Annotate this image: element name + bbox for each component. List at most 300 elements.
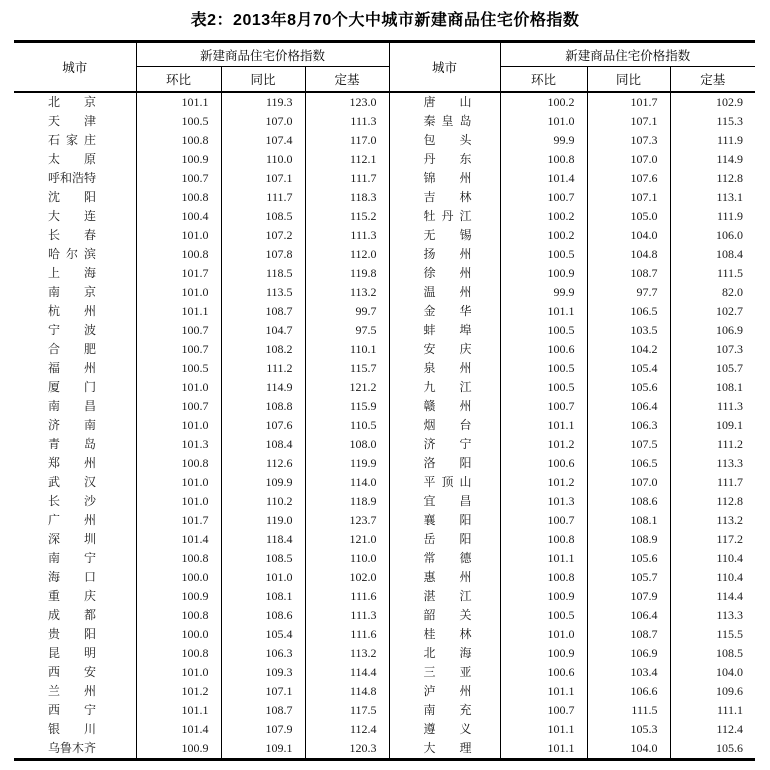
- city-name-label: 南昌: [48, 398, 96, 413]
- price-index-group-header-left: 新建商品住宅价格指数: [136, 42, 389, 67]
- city-name-label: 襄阳: [423, 512, 472, 527]
- city-name-right: [389, 226, 500, 245]
- city-name-label: 常德: [423, 550, 472, 565]
- city-name-label: 海口: [48, 569, 96, 584]
- base-value-right: 108.5: [670, 644, 755, 663]
- city-name-label: 韶关: [423, 607, 472, 622]
- city-name-right: [389, 606, 500, 625]
- city-name-label: 武汉: [48, 474, 96, 489]
- mom-value-left: 100.0: [136, 568, 221, 587]
- city-column-header-left: 城市: [14, 42, 136, 92]
- city-name-right: [389, 454, 500, 473]
- mom-value-right: 100.5: [500, 245, 587, 264]
- base-value-left: 108.0: [305, 435, 389, 454]
- mom-value-right: 100.9: [500, 264, 587, 283]
- mom-value-left: 101.0: [136, 283, 221, 302]
- yoy-column-header-left: 同比: [221, 67, 305, 92]
- city-name-left: [14, 549, 136, 568]
- mom-value-left: 100.8: [136, 188, 221, 207]
- city-name-left: [14, 435, 136, 454]
- yoy-value-right: 107.6: [587, 169, 670, 188]
- yoy-value-right: 107.1: [587, 112, 670, 131]
- city-name-left: [14, 701, 136, 720]
- table-row: [14, 378, 755, 397]
- yoy-value-left: 105.4: [221, 625, 305, 644]
- city-name-right: [389, 473, 500, 492]
- yoy-value-left: 108.5: [221, 207, 305, 226]
- city-name-right: [389, 207, 500, 226]
- base-value-right: 117.2: [670, 530, 755, 549]
- base-value-left: 97.5: [305, 321, 389, 340]
- table-row: [14, 264, 755, 283]
- mom-value-left: 100.7: [136, 397, 221, 416]
- base-value-left: 118.9: [305, 492, 389, 511]
- city-name-right: [389, 245, 500, 264]
- city-name-label: 锦州: [423, 170, 472, 185]
- city-name-left: [14, 92, 136, 112]
- base-value-left: 113.2: [305, 283, 389, 302]
- base-value-right: 114.9: [670, 150, 755, 169]
- city-name-right: [389, 340, 500, 359]
- table-row: [14, 511, 755, 530]
- city-name-label: 徐州: [423, 265, 472, 280]
- city-name-right: [389, 739, 500, 760]
- table-row: [14, 663, 755, 682]
- city-name-left: [14, 131, 136, 150]
- price-index-group-header-right: 新建商品住宅价格指数: [500, 42, 755, 67]
- mom-value-right: 100.7: [500, 701, 587, 720]
- mom-value-left: 100.9: [136, 739, 221, 760]
- yoy-value-right: 105.6: [587, 549, 670, 568]
- yoy-value-left: 110.2: [221, 492, 305, 511]
- base-value-left: 111.6: [305, 625, 389, 644]
- city-name-label: 贵阳: [48, 626, 96, 641]
- city-name-label: 合肥: [48, 341, 96, 356]
- yoy-value-left: 107.1: [221, 682, 305, 701]
- mom-value-left: 100.9: [136, 587, 221, 606]
- page-title: 表2：2013年8月70个大中城市新建商品住宅价格指数: [190, 12, 580, 29]
- mom-value-left: 100.0: [136, 625, 221, 644]
- city-name-right: [389, 131, 500, 150]
- mom-value-right: 100.2: [500, 226, 587, 245]
- city-name-label: 烟台: [423, 417, 472, 432]
- city-name-left: [14, 663, 136, 682]
- yoy-value-right: 104.0: [587, 739, 670, 760]
- city-name-label: 天津: [48, 113, 96, 128]
- table-row: [14, 245, 755, 264]
- yoy-value-right: 106.6: [587, 682, 670, 701]
- base-value-right: 111.9: [670, 207, 755, 226]
- base-value-right: 115.5: [670, 625, 755, 644]
- city-name-left: [14, 682, 136, 701]
- yoy-value-right: 105.3: [587, 720, 670, 739]
- mom-value-left: 101.0: [136, 416, 221, 435]
- mom-value-right: 100.5: [500, 321, 587, 340]
- city-name-label: 乌鲁木齐: [48, 740, 97, 755]
- mom-value-right: 100.7: [500, 511, 587, 530]
- city-name-label: 青岛: [48, 436, 96, 451]
- yoy-value-left: 108.8: [221, 397, 305, 416]
- mom-value-left: 100.5: [136, 359, 221, 378]
- yoy-value-left: 107.0: [221, 112, 305, 131]
- city-name-label: 平顶山: [423, 474, 472, 489]
- table-row: [14, 340, 755, 359]
- header-group-row: [14, 42, 755, 67]
- city-name-left: [14, 283, 136, 302]
- yoy-value-right: 111.5: [587, 701, 670, 720]
- base-column-header-right: 定基: [670, 67, 755, 92]
- base-value-right: 110.4: [670, 549, 755, 568]
- mom-value-left: 101.4: [136, 720, 221, 739]
- mom-value-left: 101.1: [136, 92, 221, 112]
- city-name-label: 北海: [423, 645, 472, 660]
- price-index-table: [14, 40, 755, 761]
- city-name-right: [389, 492, 500, 511]
- table-row: [14, 473, 755, 492]
- city-name-label: 蚌埠: [423, 322, 472, 337]
- yoy-value-left: 107.4: [221, 131, 305, 150]
- base-value-right: 106.9: [670, 321, 755, 340]
- base-value-left: 121.2: [305, 378, 389, 397]
- city-name-right: [389, 150, 500, 169]
- table-row: [14, 283, 755, 302]
- base-value-left: 117.5: [305, 701, 389, 720]
- city-name-label: 太原: [48, 151, 96, 166]
- yoy-value-right: 107.1: [587, 188, 670, 207]
- city-name-right: [389, 283, 500, 302]
- mom-value-right: 100.5: [500, 359, 587, 378]
- city-name-right: [389, 397, 500, 416]
- mom-value-right: 100.6: [500, 340, 587, 359]
- yoy-value-right: 108.7: [587, 625, 670, 644]
- table-row: [14, 530, 755, 549]
- mom-value-right: 99.9: [500, 131, 587, 150]
- city-name-right: [389, 112, 500, 131]
- mom-value-right: 101.1: [500, 416, 587, 435]
- city-name-label: 北京: [48, 94, 96, 109]
- city-name-label: 大理: [423, 740, 472, 755]
- yoy-value-right: 105.6: [587, 378, 670, 397]
- mom-value-right: 100.2: [500, 207, 587, 226]
- base-value-left: 111.7: [305, 169, 389, 188]
- base-value-left: 112.0: [305, 245, 389, 264]
- table-row: [14, 739, 755, 760]
- city-name-label: 九江: [423, 379, 472, 394]
- yoy-value-left: 107.2: [221, 226, 305, 245]
- mom-value-left: 101.4: [136, 530, 221, 549]
- city-name-left: [14, 340, 136, 359]
- mom-value-left: 100.8: [136, 131, 221, 150]
- mom-value-right: 101.2: [500, 473, 587, 492]
- yoy-value-left: 110.0: [221, 150, 305, 169]
- base-value-left: 110.1: [305, 340, 389, 359]
- yoy-value-left: 108.1: [221, 587, 305, 606]
- table-row: [14, 150, 755, 169]
- city-name-label: 安庆: [423, 341, 472, 356]
- base-value-left: 110.5: [305, 416, 389, 435]
- city-name-left: [14, 492, 136, 511]
- city-name-right: [389, 720, 500, 739]
- city-name-label: 西宁: [48, 702, 96, 717]
- city-name-label: 兰州: [48, 683, 96, 698]
- city-name-right: [389, 264, 500, 283]
- city-name-right: [389, 321, 500, 340]
- city-name-left: [14, 416, 136, 435]
- city-name-label: 呼和浩特: [48, 170, 97, 185]
- table-body: [14, 92, 755, 760]
- city-name-left: [14, 568, 136, 587]
- city-name-label: 包头: [423, 132, 472, 147]
- city-name-left: [14, 720, 136, 739]
- city-name-right: [389, 378, 500, 397]
- city-name-right: [389, 169, 500, 188]
- city-name-right: [389, 625, 500, 644]
- yoy-value-left: 101.0: [221, 568, 305, 587]
- base-value-right: 114.4: [670, 587, 755, 606]
- yoy-value-left: 106.3: [221, 644, 305, 663]
- city-name-label: 南京: [48, 284, 96, 299]
- base-value-left: 119.8: [305, 264, 389, 283]
- yoy-value-left: 112.6: [221, 454, 305, 473]
- city-name-left: [14, 245, 136, 264]
- table-row: [14, 644, 755, 663]
- mom-value-right: 101.1: [500, 302, 587, 321]
- city-name-label: 长春: [48, 227, 96, 242]
- base-value-left: 118.3: [305, 188, 389, 207]
- base-value-right: 112.8: [670, 169, 755, 188]
- city-name-left: [14, 625, 136, 644]
- mom-value-right: 100.7: [500, 188, 587, 207]
- table-row: [14, 207, 755, 226]
- base-value-right: 113.3: [670, 454, 755, 473]
- mom-value-left: 100.8: [136, 606, 221, 625]
- city-name-left: [14, 264, 136, 283]
- yoy-column-header-right: 同比: [587, 67, 670, 92]
- city-name-label: 南宁: [48, 550, 96, 565]
- base-value-left: 112.1: [305, 150, 389, 169]
- table-row: [14, 568, 755, 587]
- city-name-label: 金华: [423, 303, 472, 318]
- mom-value-left: 100.7: [136, 321, 221, 340]
- yoy-value-right: 108.6: [587, 492, 670, 511]
- yoy-value-left: 108.5: [221, 549, 305, 568]
- table-row: [14, 454, 755, 473]
- base-value-right: 107.3: [670, 340, 755, 359]
- base-value-left: 111.3: [305, 112, 389, 131]
- table-row: [14, 625, 755, 644]
- base-value-right: 111.9: [670, 131, 755, 150]
- city-name-right: [389, 587, 500, 606]
- city-name-label: 惠州: [423, 569, 472, 584]
- yoy-value-right: 106.9: [587, 644, 670, 663]
- city-name-label: 济宁: [423, 436, 472, 451]
- city-name-left: [14, 454, 136, 473]
- yoy-value-left: 109.1: [221, 739, 305, 760]
- mom-value-right: 101.1: [500, 720, 587, 739]
- table-row: [14, 92, 755, 112]
- yoy-value-right: 104.8: [587, 245, 670, 264]
- yoy-value-right: 103.4: [587, 663, 670, 682]
- city-name-label: 昆明: [48, 645, 96, 660]
- base-value-left: 120.3: [305, 739, 389, 760]
- table-row: [14, 112, 755, 131]
- table-row: [14, 169, 755, 188]
- yoy-value-left: 118.5: [221, 264, 305, 283]
- mom-value-right: 100.2: [500, 92, 587, 112]
- base-value-left: 115.7: [305, 359, 389, 378]
- mom-value-right: 100.5: [500, 606, 587, 625]
- city-name-left: [14, 644, 136, 663]
- mom-value-left: 100.5: [136, 112, 221, 131]
- city-name-label: 重庆: [48, 588, 96, 603]
- table-row: [14, 302, 755, 321]
- base-value-right: 82.0: [670, 283, 755, 302]
- yoy-value-right: 106.4: [587, 397, 670, 416]
- yoy-value-left: 113.5: [221, 283, 305, 302]
- yoy-value-left: 109.9: [221, 473, 305, 492]
- city-name-label: 福州: [48, 360, 96, 375]
- mom-value-right: 101.0: [500, 625, 587, 644]
- yoy-value-left: 119.3: [221, 92, 305, 112]
- base-column-header-left: 定基: [305, 67, 389, 92]
- base-value-left: 123.7: [305, 511, 389, 530]
- city-name-right: [389, 188, 500, 207]
- mom-value-right: 100.9: [500, 587, 587, 606]
- mom-value-right: 100.5: [500, 378, 587, 397]
- base-value-right: 108.1: [670, 378, 755, 397]
- base-value-right: 113.3: [670, 606, 755, 625]
- city-name-left: [14, 530, 136, 549]
- yoy-value-right: 108.7: [587, 264, 670, 283]
- city-name-label: 扬州: [423, 246, 472, 261]
- mom-value-left: 100.4: [136, 207, 221, 226]
- yoy-value-right: 105.4: [587, 359, 670, 378]
- mom-value-left: 100.8: [136, 454, 221, 473]
- base-value-right: 112.4: [670, 720, 755, 739]
- base-value-right: 105.6: [670, 739, 755, 760]
- city-name-label: 成都: [48, 607, 96, 622]
- city-name-label: 西安: [48, 664, 96, 679]
- mom-value-left: 100.7: [136, 169, 221, 188]
- base-value-left: 112.4: [305, 720, 389, 739]
- yoy-value-right: 105.7: [587, 568, 670, 587]
- mom-value-right: 100.7: [500, 397, 587, 416]
- city-name-label: 宜昌: [423, 493, 472, 508]
- city-name-label: 长沙: [48, 493, 96, 508]
- base-value-left: 113.2: [305, 644, 389, 663]
- city-name-left: [14, 150, 136, 169]
- mom-value-right: 101.1: [500, 682, 587, 701]
- yoy-value-right: 108.9: [587, 530, 670, 549]
- city-name-label: 石家庄: [48, 132, 96, 147]
- city-name-label: 沈阳: [48, 189, 96, 204]
- city-name-label: 深圳: [48, 531, 96, 546]
- base-value-right: 104.0: [670, 663, 755, 682]
- base-value-left: 115.9: [305, 397, 389, 416]
- city-name-left: [14, 226, 136, 245]
- table-row: [14, 131, 755, 150]
- mom-value-right: 100.6: [500, 454, 587, 473]
- table-row: [14, 188, 755, 207]
- mom-column-header-right: 环比: [500, 67, 587, 92]
- yoy-value-left: 107.8: [221, 245, 305, 264]
- mom-value-left: 100.8: [136, 549, 221, 568]
- city-name-right: [389, 682, 500, 701]
- yoy-value-left: 111.2: [221, 359, 305, 378]
- city-name-right: [389, 530, 500, 549]
- city-name-label: 哈尔滨: [48, 246, 96, 261]
- city-name-label: 银川: [48, 721, 96, 736]
- table-row: [14, 682, 755, 701]
- table-row: [14, 226, 755, 245]
- city-name-left: [14, 321, 136, 340]
- base-value-left: 114.4: [305, 663, 389, 682]
- base-value-right: 102.9: [670, 92, 755, 112]
- city-name-label: 吉林: [423, 189, 472, 204]
- city-name-label: 牡丹江: [423, 208, 472, 223]
- base-value-right: 105.7: [670, 359, 755, 378]
- table-row: [14, 321, 755, 340]
- base-value-left: 111.6: [305, 587, 389, 606]
- city-name-label: 无锡: [423, 227, 472, 242]
- mom-value-left: 101.7: [136, 511, 221, 530]
- city-name-right: [389, 92, 500, 112]
- base-value-right: 111.7: [670, 473, 755, 492]
- yoy-value-left: 104.7: [221, 321, 305, 340]
- mom-value-left: 100.8: [136, 644, 221, 663]
- city-name-label: 桂林: [423, 626, 472, 641]
- yoy-value-right: 106.5: [587, 302, 670, 321]
- yoy-value-left: 108.6: [221, 606, 305, 625]
- city-name-left: [14, 112, 136, 131]
- base-value-right: 102.7: [670, 302, 755, 321]
- yoy-value-right: 106.5: [587, 454, 670, 473]
- base-value-right: 108.4: [670, 245, 755, 264]
- table-row: [14, 435, 755, 454]
- city-name-label: 南充: [423, 702, 472, 717]
- city-name-label: 大连: [48, 208, 96, 223]
- base-value-right: 110.4: [670, 568, 755, 587]
- city-name-label: 丹东: [423, 151, 472, 166]
- city-name-left: [14, 188, 136, 207]
- base-value-right: 109.6: [670, 682, 755, 701]
- base-value-right: 113.2: [670, 511, 755, 530]
- table-row: [14, 549, 755, 568]
- mom-value-right: 101.0: [500, 112, 587, 131]
- mom-value-left: 100.7: [136, 340, 221, 359]
- yoy-value-right: 107.3: [587, 131, 670, 150]
- city-name-left: [14, 207, 136, 226]
- table-row: [14, 587, 755, 606]
- mom-value-left: 101.0: [136, 663, 221, 682]
- yoy-value-right: 107.0: [587, 150, 670, 169]
- city-name-left: [14, 359, 136, 378]
- city-name-label: 厦门: [48, 379, 96, 394]
- city-name-left: [14, 587, 136, 606]
- yoy-value-left: 111.7: [221, 188, 305, 207]
- city-name-right: [389, 663, 500, 682]
- base-value-left: 102.0: [305, 568, 389, 587]
- city-name-left: [14, 378, 136, 397]
- city-name-right: [389, 416, 500, 435]
- table-row: [14, 359, 755, 378]
- city-name-left: [14, 511, 136, 530]
- mom-value-left: 101.0: [136, 378, 221, 397]
- base-value-right: 106.0: [670, 226, 755, 245]
- yoy-value-right: 107.0: [587, 473, 670, 492]
- yoy-value-left: 108.7: [221, 701, 305, 720]
- city-name-right: [389, 701, 500, 720]
